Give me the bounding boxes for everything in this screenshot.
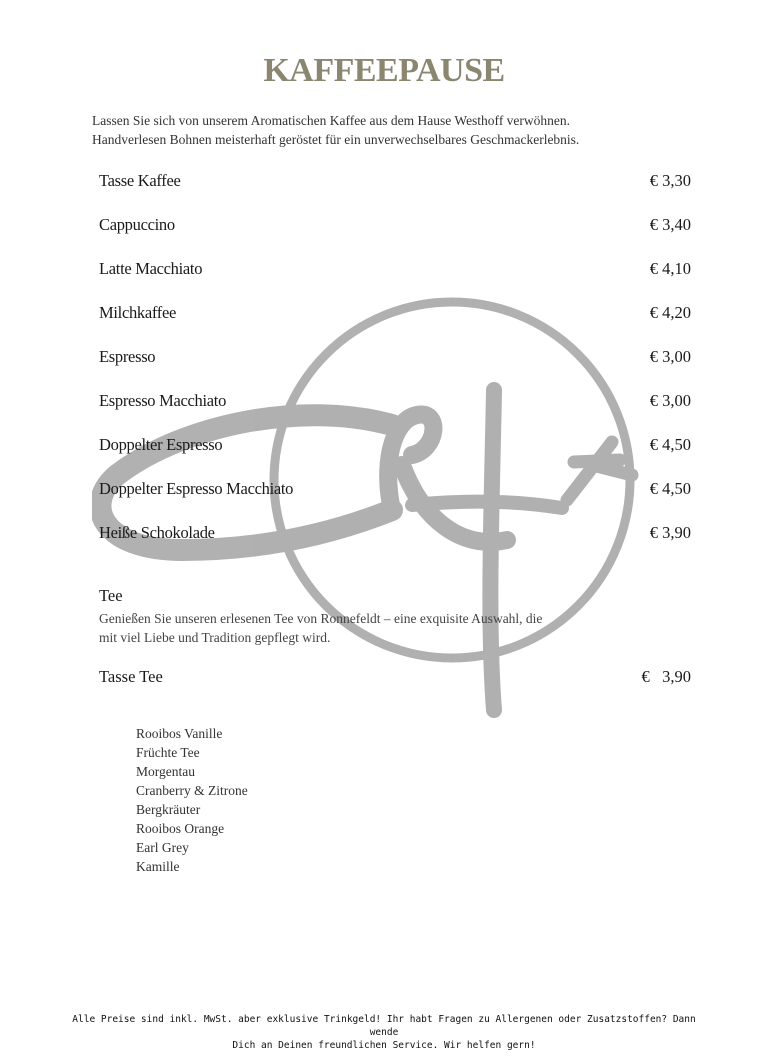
menu-item-price: € 3,30	[649, 171, 691, 190]
menu-item-name: Doppelter Espresso Macchiato	[99, 479, 294, 498]
footer-line: Alle Preise sind inkl. MwSt. aber exklusive Trinkgeld! Ihr habt Fragen zu Allergenen oder Zusatzstoffen? Dann wende	[72, 1014, 696, 1038]
menu-item	[99, 214, 691, 258]
tea-variety: Kamille	[136, 859, 180, 874]
tea-variety: Bergkräuter	[136, 802, 201, 817]
menu-item-price: € 3,90	[649, 523, 691, 542]
menu-item-price: € 3,90	[641, 667, 691, 686]
intro-line: Lassen Sie sich von unserem Aromatischen Kaffee aus dem Hause Westhoff verwöhnen.	[92, 113, 571, 128]
tea-variety: Morgentau	[136, 764, 195, 779]
menu-item-price: € 4,50	[649, 435, 691, 454]
tea-variety: Rooibos Vanille	[136, 726, 223, 741]
menu-item-price: € 4,10	[649, 259, 691, 278]
tea-heading: Tee	[99, 586, 123, 605]
menu-item	[99, 478, 691, 522]
tea-menu-item	[99, 667, 691, 691]
menu-item-name: Latte Macchiato	[99, 259, 203, 278]
menu-item-name: Milchkaffee	[99, 303, 177, 322]
menu-item	[99, 258, 691, 302]
tea-description-line: mit viel Liebe und Tradition gepflegt wird.	[99, 630, 331, 645]
menu-item	[99, 170, 691, 214]
menu-item-price: € 4,50	[649, 479, 691, 498]
intro-line: Handverlesen Bohnen meisterhaft geröstet für ein unverwechselbares Geschmackerlebnis.	[92, 132, 580, 147]
menu-item	[99, 522, 691, 566]
menu-item-name: Tasse Tee	[99, 667, 163, 686]
menu-item-price: € 3,40	[649, 215, 691, 234]
menu-item-name: Heiße Schokolade	[99, 523, 215, 542]
menu-item-price: € 4,20	[649, 303, 691, 322]
coffee-menu	[99, 170, 691, 566]
menu-item-name: Cappuccino	[99, 215, 175, 234]
menu-item	[99, 346, 691, 390]
tea-variety: Earl Grey	[136, 840, 189, 855]
intro-text	[92, 111, 692, 149]
menu-item	[99, 434, 691, 478]
menu-item-name: Tasse Kaffee	[99, 171, 181, 190]
footer-line: Dich an Deinen freundlichen Service. Wir helfen gern!	[232, 1040, 536, 1051]
menu-item-price: € 3,00	[649, 391, 691, 410]
menu-item-name: Doppelter Espresso	[99, 435, 223, 454]
menu-item-name: Espresso Macchiato	[99, 391, 227, 410]
menu-item-name: Espresso	[99, 347, 156, 366]
page-title: KAFFEEPAUSE	[263, 52, 505, 89]
footer-note	[60, 1013, 708, 1052]
tea-description	[99, 609, 599, 647]
menu-item	[99, 390, 691, 434]
tea-description-line: Genießen Sie unseren erlesenen Tee von Ronnefeldt – eine exquisite Auswahl, die	[99, 611, 543, 626]
tea-variety: Cranberry & Zitrone	[136, 783, 248, 798]
tea-varieties-list	[136, 724, 248, 876]
tea-variety: Rooibos Orange	[136, 821, 225, 836]
menu-item-price: € 3,00	[649, 347, 691, 366]
menu-item	[99, 302, 691, 346]
tea-variety: Früchte Tee	[136, 745, 200, 760]
